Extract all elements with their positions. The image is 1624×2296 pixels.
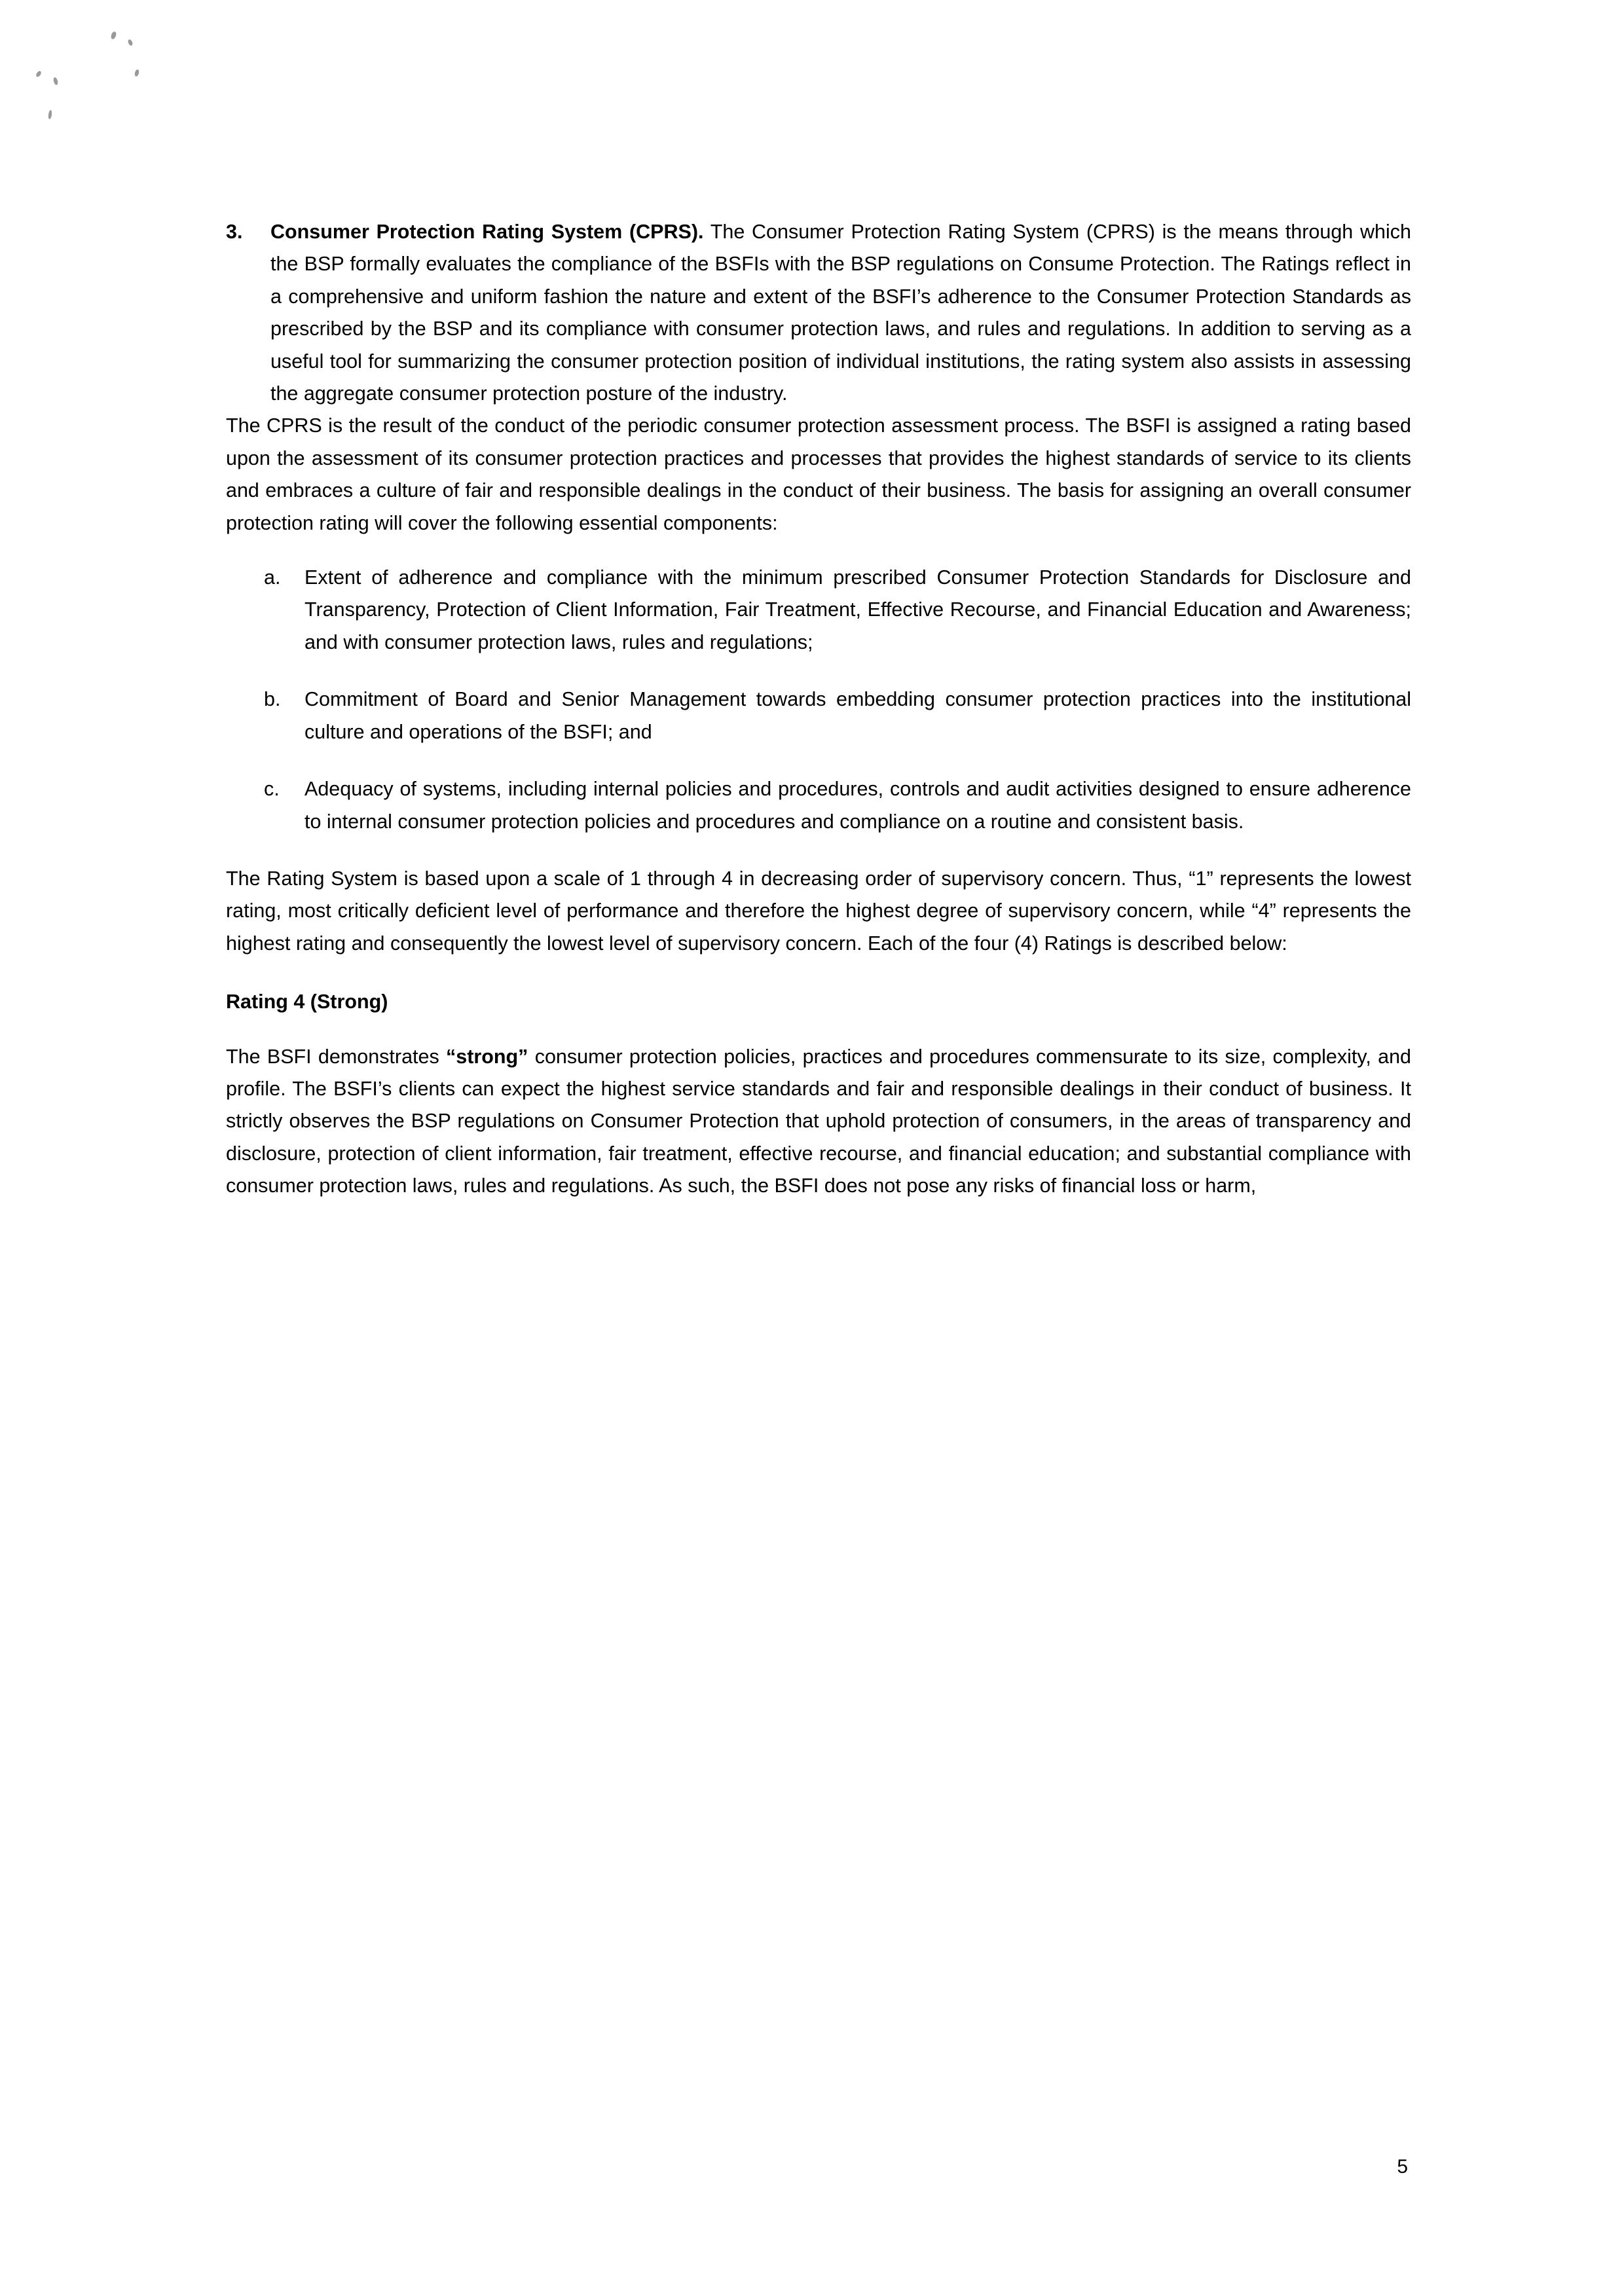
scan-speck [53,77,59,85]
scan-speck [48,110,52,120]
paragraph-rating-strong [226,1041,1411,1203]
list-item [226,683,1411,748]
section-text: The Consumer Protection Rating System (CPRS) is the means through which the BSP formally evaluates the compliance of the BSFIs with the BSP regulations on Consume Protection. The Ratings reflect in a comprehensive and uniform fashion the nature and extent of the BSFI’s adherence to the Consumer Protection Standards as prescribed by the BSP and its compliance with consumer protection laws, and rules and regulations. In addition to serving as a useful tool for summarizing the consumer protection position of individual institutions, the rating system also assists in assessing the aggregate consumer protection posture of the industry. [270,221,1411,405]
rating-text-after: consumer protection policies, practices and procedures commensurate to its size, complexity, and profile. The BSFI’s clients can expect the highest service standards and fair and responsible dealings in their conduct of business. It strictly observes the BSP regulations on Consumer Protection that uphold protection of consumers, in the areas of transparency and disclosure, protection of client information, fair treatment, effective recourse, and financial education; and substantial compliance with consumer protection laws, rules and regulations. As such, the BSFI does not pose any risks of financial loss or harm, [226,1045,1412,1197]
scan-speck [127,39,134,46]
document-body [226,216,1411,1225]
list-item-marker: b. [264,688,281,711]
list-item [226,562,1411,659]
section-3 [226,216,1411,410]
list-item-text: Extent of adherence and compliance with the minimum prescribed Consumer Protection Standards for Disclosure and Transparency, Protection of Client Information, Fair Treatment, Effective Recourse, and Financial Education and Awareness; and with consumer protection laws, rules and regulations; [304,566,1411,653]
rating-emphasis: “strong” [446,1045,528,1068]
list-item-text: Commitment of Board and Senior Management towards embedding consumer protection practices into the institutional culture and operations of the BSFI; and [304,688,1411,743]
section-title: Consumer Protection Rating System (CPRS). [270,221,704,243]
list-item [226,773,1411,838]
list-item-marker: a. [264,566,281,589]
list-item-text: Adequacy of systems, including internal policies and procedures, controls and audit activities designed to ensure adherence to internal consumer protection policies and procedures and compliance on a routine and consistent basis. [304,778,1411,833]
paragraph-rating-scale: The Rating System is based upon a scale of 1 through 4 in decreasing order of supervisory concern. Thus, “1” represents the lowest rating, most critically deficient level of performance and therefore the highest degree of supervisory concern, while “4” represents the highest rating and consequently the lowest level of supervisory concern. Each of the four (4) Ratings is described below: [226,867,1411,955]
scan-speck [35,70,43,78]
scan-artifacts [0,0,196,131]
list-item-marker: c. [264,778,280,801]
section-number: 3. [226,221,243,243]
section-paragraph [270,216,1411,410]
rating-heading: Rating 4 (Strong) [226,991,388,1013]
page-number: 5 [1397,2156,1408,2178]
rating-text-before: The BSFI demonstrates [226,1045,447,1068]
scan-speck [110,31,117,40]
scan-speck [134,69,140,77]
paragraph-cprs-result: The CPRS is the result of the conduct of the periodic consumer protection assessment process. The BSFI is assigned a rating based upon the assessment of its consumer protection practices and processes that provides the highest standards of service to its clients and embraces a culture of fair and responsible dealings in the conduct of their business. The basis for assigning an overall consumer protection rating will cover the following essential components: [226,414,1411,534]
